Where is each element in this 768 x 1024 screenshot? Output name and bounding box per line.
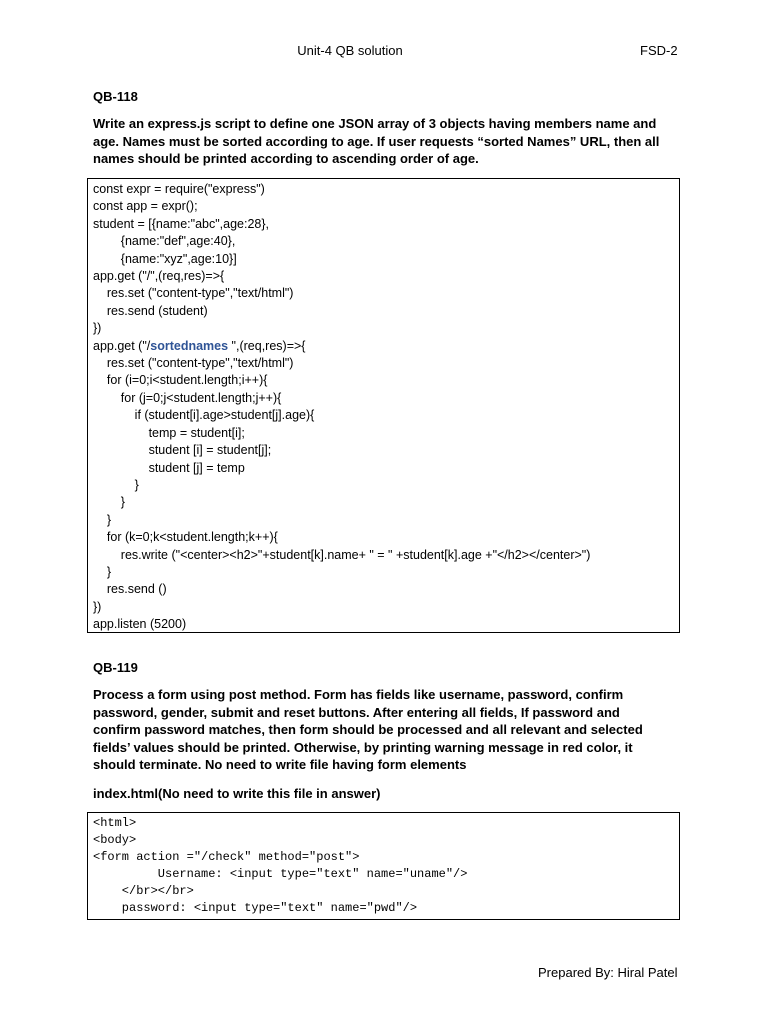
- page-header-title: Unit-4 QB solution: [297, 43, 403, 58]
- code-line: }: [93, 495, 125, 510]
- code-block-118: [87, 178, 680, 633]
- code-block-119: [87, 812, 680, 920]
- code-line: temp = student[i];: [93, 425, 245, 440]
- code-line: Username: <input type="text" name="uname"/>: [93, 867, 468, 881]
- code-line: for (i=0;i<student.length;i++){: [93, 373, 268, 388]
- code-line: for (k=0;k<student.length;k++){: [93, 530, 278, 545]
- code-line: </br></br>: [93, 884, 194, 898]
- code-line: <body>: [93, 833, 137, 847]
- code-line: student = [{name:"abc",age:28},: [93, 216, 270, 231]
- code-line: password: <input type="text" name="pwd"/>: [93, 901, 418, 915]
- question-118-text: Write an express.js script to define one JSON array of 3 objects having members name and age. Names must be sorted according to age. If user requests “sorted Names” URL, then all names should be printed according to ascending order of age.: [93, 116, 660, 166]
- question-119-text: Process a form using post method. Form has fields like username, password, confirm password, gender, submit and reset buttons. After entering all fields, If password and confirm password matches, then form should be processed and all relevant and selected fields’ values should be printed. Otherwise, by printing warning message in red color, it should terminate. No need to write file having form elements: [93, 687, 643, 772]
- page-header-course: FSD-2: [640, 43, 678, 58]
- code-line: <form action ="/check" method="post">: [93, 850, 360, 864]
- code-line: }: [93, 564, 112, 579]
- code-highlight: sortednames: [150, 338, 229, 353]
- question-119-title: QB-119: [93, 660, 138, 675]
- code-line: {name:"xyz",age:10}]: [93, 251, 237, 266]
- code-line: app.get ("/",(req,res)=>{: [93, 269, 225, 284]
- code-text: ",(req,res)=>{: [228, 338, 306, 353]
- code-line: const app = expr();: [93, 199, 198, 214]
- code-line: res.set ("content-type","text/html"): [93, 286, 294, 301]
- code-line: {name:"def",age:40},: [93, 234, 236, 249]
- code-line: }: [93, 512, 112, 527]
- code-line: res.send (student): [93, 303, 208, 318]
- code-line: if (student[i].age>student[j].age){: [93, 408, 315, 423]
- code-line: [93, 338, 679, 355]
- question-119-subheading: index.html(No need to write this file in answer): [93, 786, 381, 801]
- code-line: }): [93, 599, 102, 614]
- code-text: app.get ("/: [93, 338, 151, 353]
- page-footer: Prepared By: Hiral Patel: [538, 965, 678, 980]
- code-line: app.listen (5200): [93, 617, 187, 632]
- code-line: student [i] = student[j];: [93, 443, 272, 458]
- code-line: const expr = require("express"): [93, 182, 265, 196]
- code-line: res.set ("content-type","text/html"): [93, 356, 294, 371]
- code-line: res.write ("<center><h2>"+student[k].name+ " = " +student[k].age +"</h2></center>"): [93, 547, 591, 562]
- code-line: }: [93, 477, 139, 492]
- code-line: student [j] = temp: [93, 460, 245, 475]
- question-118-title: QB-118: [93, 89, 138, 104]
- code-line: }): [93, 321, 102, 336]
- code-line: for (j=0;j<student.length;j++){: [93, 390, 282, 405]
- code-line: res.send (): [93, 582, 167, 597]
- code-line: <html>: [93, 816, 137, 830]
